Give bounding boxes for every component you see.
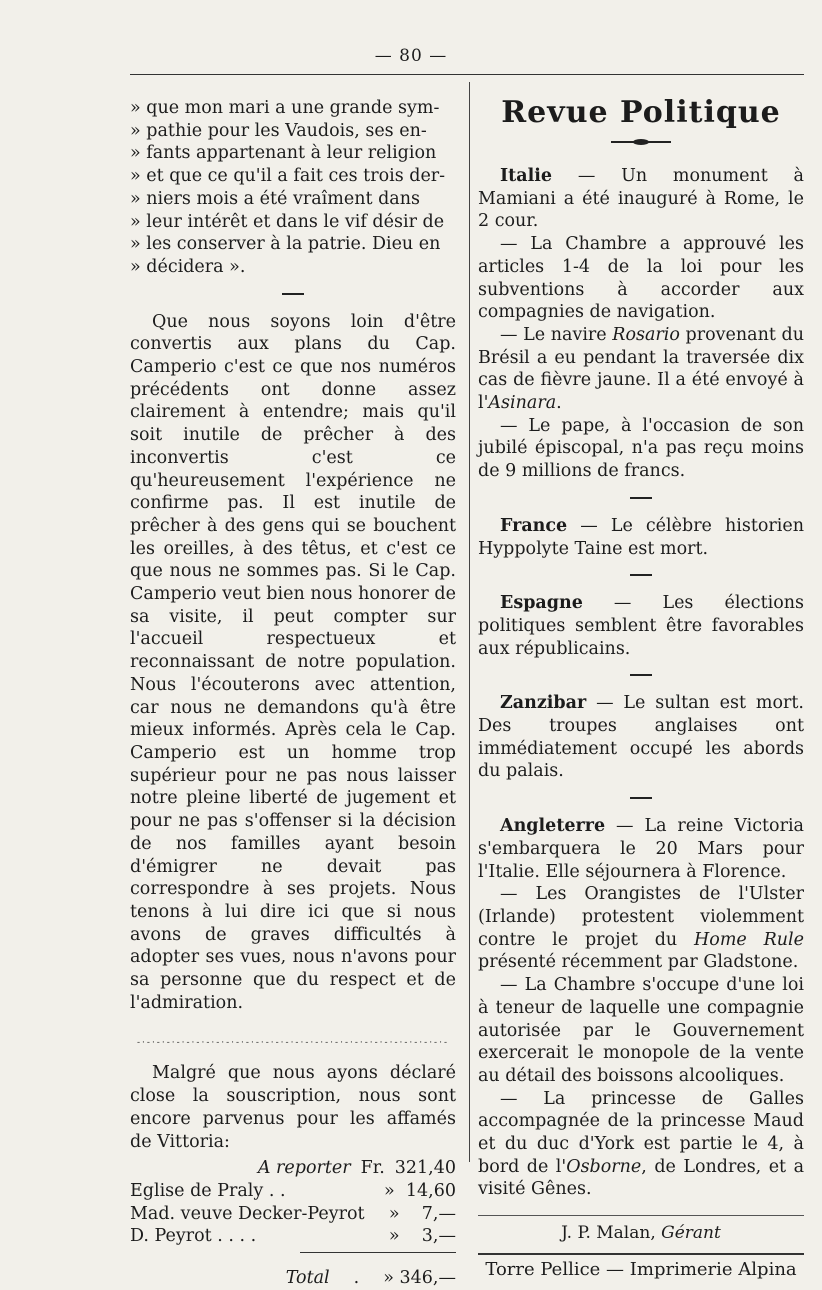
reporter-currency: Fr.: [360, 1158, 385, 1179]
quote-line: » pathie pour les Vaudois, ses en-: [130, 120, 427, 141]
total-row: [130, 1267, 456, 1290]
signature-role: Gérant: [661, 1223, 721, 1244]
short-separator: [630, 674, 652, 676]
signature-name: J. P. Malan,: [561, 1223, 656, 1244]
editorial-paragraph: Que nous soyons loin d'être convertis aux plans du Cap. Camperio c'est ce que nos numéros précédents ont donne assez clairement à entendre; mais qu'il soit inutile de prêcher à des inconvertis c'est ce qu'heureusement l'expérience ne confirme pas. Il est inutile de prêcher à des gens qui se bouchent les oreilles, à des têtus, et c'est ce que nous ne sommes pas. Si le Cap. Camperio veut bien nous honorer de sa visite, il peut compter sur l'accueil respectueux et reconnaissant de notre population. Nous l'écouterons avec attention, car nous ne demandons qu'à être mieux informés. Après cela le Cap. Camperio est un homme trop supérieur pour ne pas nous laisser notre pleine liberté de jugement et pour ne pas s'offenser si la décision de nos familles ayant besoin d'émigrer ne devait pas correspondre à ses projets. Nous tenons à lui dire ici que si nous avons de graves difficultés à adopter ses vues, nous n'avons pour sa personne que du respect et de l'admiration.: [130, 311, 456, 1013]
list-item: [130, 1203, 456, 1226]
ditto-mark: »: [383, 1268, 394, 1289]
news-text: — Le sultan est mort. Des troupes anglaises ont immédiatement occupé les abords du palais.: [478, 693, 804, 782]
quote-line: » que mon mari a une grande sym-: [130, 98, 440, 118]
news-item-angleterre: [478, 815, 804, 883]
news-text: — Le célèbre historien Hyppolyte Taine est mort.: [478, 515, 804, 559]
short-separator: [282, 293, 304, 295]
news-item: [478, 1088, 804, 1202]
total-amount: 346,—: [399, 1268, 456, 1289]
country-label: Italie: [500, 166, 553, 186]
news-text: — La reine Victoria s'embarquera le 20 Mars pour l'Italie. Elle séjournera à Florence.: [478, 816, 804, 882]
news-item-zanzibar: [478, 692, 804, 783]
signature-rule: [478, 1215, 804, 1216]
donor-name: Mad. veuve Decker-Peyrot: [130, 1203, 365, 1224]
quote-line: » les conserver à la patrie. Dieu en: [130, 234, 441, 255]
quote-line: » fants appartenant à leur religion: [130, 143, 437, 164]
leader-dots: . . . .: [217, 1226, 257, 1247]
signature: [478, 1222, 804, 1245]
donation-list: [130, 1157, 456, 1290]
ship-name: Rosario: [612, 324, 680, 345]
printer-rule: [478, 1253, 804, 1255]
donation-amount: 14,60: [405, 1180, 456, 1201]
news-text: provenant du Brésil a eu pendant la traversée dix cas de fièvre jaune. Il a été envoyé à l': [478, 324, 805, 414]
news-item: — Le pape, à l'occasion de son jubilé épiscopal, n'a pas reçu moins de 9 millions de francs.: [478, 415, 804, 482]
column-divider: [469, 82, 470, 1162]
list-item: [130, 1180, 456, 1203]
total-label: Total: [285, 1268, 330, 1289]
news-text: .: [556, 393, 562, 414]
reporter-amount: 321,40: [394, 1158, 456, 1179]
news-item-italie: [478, 165, 804, 233]
news-item-espagne: [478, 592, 804, 660]
reporter-label: A reporter: [257, 1158, 351, 1179]
quote-line: » leur intérêt et dans le vif désir de: [130, 211, 445, 232]
short-separator: [630, 797, 652, 799]
country-label: France: [500, 515, 568, 536]
donor-name: Eglise de Praly: [130, 1180, 264, 1201]
left-column: [130, 97, 456, 1290]
list-item: [130, 1225, 456, 1248]
news-item-france: [478, 515, 804, 560]
news-text: — Les Orangistes de l'Ulster (Irlande) protestent violemment contre le projet du: [478, 884, 804, 950]
header-rule: [130, 74, 804, 75]
island-name: Asinara: [488, 393, 557, 414]
news-text: , de Londres, et a visité Gênes.: [478, 1156, 804, 1200]
quote-line: » niers mois a été vraîment dans: [130, 188, 420, 209]
country-label: Angleterre: [500, 816, 606, 837]
country-label: Zanzibar: [500, 693, 587, 714]
bill-name: Home Rule: [694, 929, 804, 950]
news-item: [478, 324, 804, 415]
ship-name: Osborne: [566, 1156, 642, 1177]
donation-amount: 7,—: [421, 1203, 456, 1224]
news-item: — La Chambre s'occupe d'une loi à teneur de laquelle une compagnie autorisée par le Gouvernement exercerait le monopole de la vente au détail des boissons alcooliques.: [478, 975, 804, 1086]
title-ornament: [611, 141, 671, 143]
ornamental-separator: -·-·-·-·-·-·-·-·-·-·-·-·-·-·-·-·-·-·-·-·-·-·-·-·-·-·-·-·-·-·-·-: [137, 1038, 449, 1049]
news-text: — Le navire: [500, 324, 613, 345]
ditto-mark: »: [388, 1226, 400, 1247]
leader-dots: . .: [268, 1180, 286, 1201]
country-label: Espagne: [500, 593, 583, 614]
reporter-row: [130, 1157, 456, 1180]
news-text: — La princesse de Galles accompagnée de la princesse Maud et du duc d'York est partie le 4, à bord de l': [478, 1088, 804, 1177]
subscription-intro: Malgré que nous ayons déclaré close la souscription, nous sont encore parvenus pour les affamés de Vittoria:: [130, 1063, 456, 1152]
news-text: présenté récemment par Gladstone.: [478, 952, 799, 973]
page-number: — 80 —: [374, 46, 448, 66]
ditto-mark: »: [388, 1203, 400, 1224]
quote-line: » et que ce qu'il a fait ces trois der-: [130, 166, 446, 187]
section-title: Revue Politique: [501, 95, 781, 130]
donation-amount: 3,—: [421, 1226, 456, 1247]
news-item: [478, 883, 804, 974]
news-text: — Les élections politiques semblent être favorables aux républicains.: [478, 593, 804, 659]
news-text: — Un monument à Mamiani a été inauguré à Rome, le 2 cour.: [478, 166, 804, 232]
quote-block: [130, 97, 456, 279]
ditto-mark: »: [384, 1180, 395, 1201]
right-column: [478, 97, 804, 1282]
printer-line: Torre Pellice — Imprimerie Alpina: [485, 1258, 797, 1280]
short-separator: [630, 574, 652, 576]
total-dot: .: [353, 1268, 360, 1289]
total-rule: [300, 1252, 456, 1253]
short-separator: [630, 497, 652, 499]
donor-name: D. Peyrot: [130, 1226, 212, 1247]
quote-line: » décidera ».: [130, 256, 246, 277]
news-item: — La Chambre a approuvé les articles 1-4 de la loi pour les subventions à accorder aux compagnies de navigation.: [478, 234, 804, 323]
